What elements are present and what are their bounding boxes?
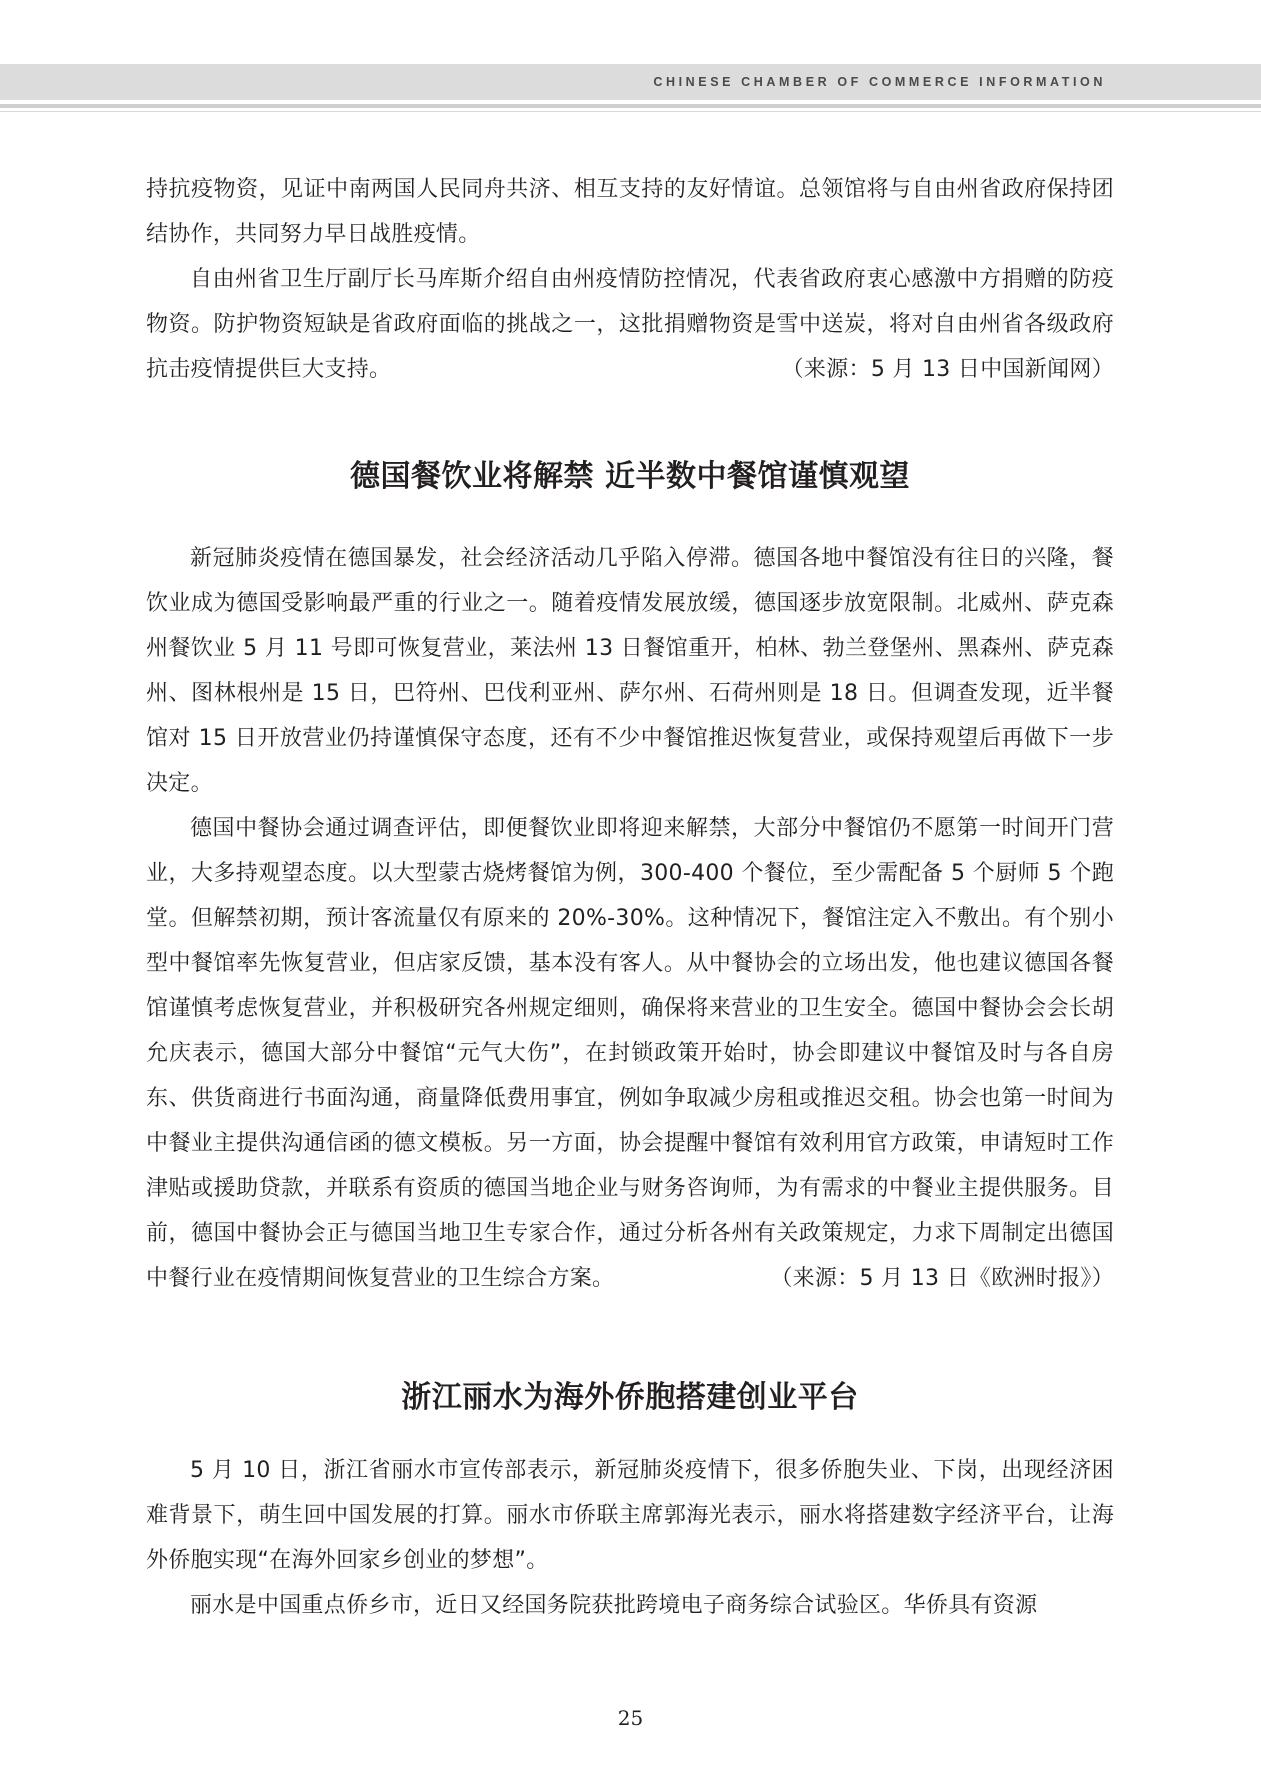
article-germany-source-citation: （来源：5 月 13 日《欧洲时报》）: [770, 1266, 1114, 1291]
intro-source-citation: （来源：5 月 13 日中国新闻网）: [781, 357, 1114, 382]
page-content: [146, 167, 1114, 1628]
intro-paragraph: [146, 257, 1114, 392]
article-title-germany: 德国餐饮业将解禁 近半数中餐馆谨慎观望: [350, 459, 910, 494]
article-lishui-paragraph-1: 5 月 10 日，浙江省丽水市宣传部表示，新冠肺炎疫情下，很多侨胞失业、下岗，出现经济困难背景下，萌生回中国发展的打算。丽水市侨联主席郭海光表示，丽水将搭建数字经济平台，让海外侨胞实现“在海外回家乡创业的梦想”。: [146, 1458, 1114, 1573]
header-rule-thin: [0, 111, 1261, 112]
page-number: 25: [617, 1706, 644, 1730]
article-germany-paragraph-1: 新冠肺炎疫情在德国暴发，社会经济活动几乎陷入停滞。德国各地中餐馆没有往日的兴隆，餐饮业成为德国受影响最严重的行业之一。随着疫情发展放缓，德国逐步放宽限制。北威州、萨克森州餐饮业 5 月 11 号即可恢复营业，莱法州 13 日餐馆重开，柏林、勃兰登堡州、黑森州、萨克森州、图林根州是 15 日，巴符州、巴伐利亚州、萨尔州、石荷州则是 18 日。但调查发现，近半餐馆对 15 日开放营业仍持谨慎保守态度，还有不少中餐馆推迟恢复营业，或保持观望后再做下一步决定。: [146, 546, 1114, 796]
intro-paragraph-continued: 持抗疫物资，见证中南两国人民同舟共济、相互支持的友好情谊。总领馆将与自由州省政府保持团结协作，共同努力早日战胜疫情。: [146, 177, 1114, 247]
running-header-title: CHINESE CHAMBER OF COMMERCE INFORMATION: [653, 75, 1106, 89]
article-lishui-paragraph-2: 丽水是中国重点侨乡市，近日又经国务院获批跨境电子商务综合试验区。华侨具有资源: [190, 1593, 1038, 1618]
header-rule: [0, 104, 1261, 108]
article-germany-paragraph-2: [146, 806, 1114, 1301]
intro-paragraph-text: 自由州省卫生厅副厅长马库斯介绍自由州疫情防控情况，代表省政府衷心感激中方捐赠的防疫物资。防护物资短缺是省政府面临的挑战之一，这批捐赠物资是雪中送炭，将对自由州省各级政府抗击疫情提供巨大支持。: [146, 267, 1114, 382]
article-title-lishui: 浙江丽水为海外侨胞搭建创业平台: [401, 1380, 859, 1415]
article-germany-paragraph-2-text: 德国中餐协会通过调查评估，即便餐饮业即将迎来解禁，大部分中餐馆仍不愿第一时间开门营业，大多持观望态度。以大型蒙古烧烤餐馆为例，300-400 个餐位，至少需配备 5 个厨师 5 个跑堂。但解禁初期，预计客流量仅有原来的 20%-30%。这种情况下，餐馆注定入不敷出。有个别小型中餐馆率先恢复营业，但店家反馈，基本没有客人。从中餐协会的立场出发，他也建议德国各餐馆谨慎考虑恢复营业，并积极研究各州规定细则，确保将来营业的卫生安全。德国中餐协会会长胡允庆表示，德国大部分中餐馆“元气大伤”，在封锁政策开始时，协会即建议中餐馆及时与各自房东、供货商进行书面沟通，商量降低费用事宜，例如争取减少房租或推迟交租。协会也第一时间为中餐业主提供沟通信函的德文模板。另一方面，协会提醒中餐馆有效利用官方政策，申请短时工作津贴或援助贷款，并联系有资质的德国当地企业与财务咨询师，为有需求的中餐业主提供服务。目前，德国中餐协会正与德国当地卫生专家合作，通过分析各州有关政策规定，力求下周制定出德国中餐行业在疫情期间恢复营业的卫生综合方案。: [146, 816, 1114, 1291]
